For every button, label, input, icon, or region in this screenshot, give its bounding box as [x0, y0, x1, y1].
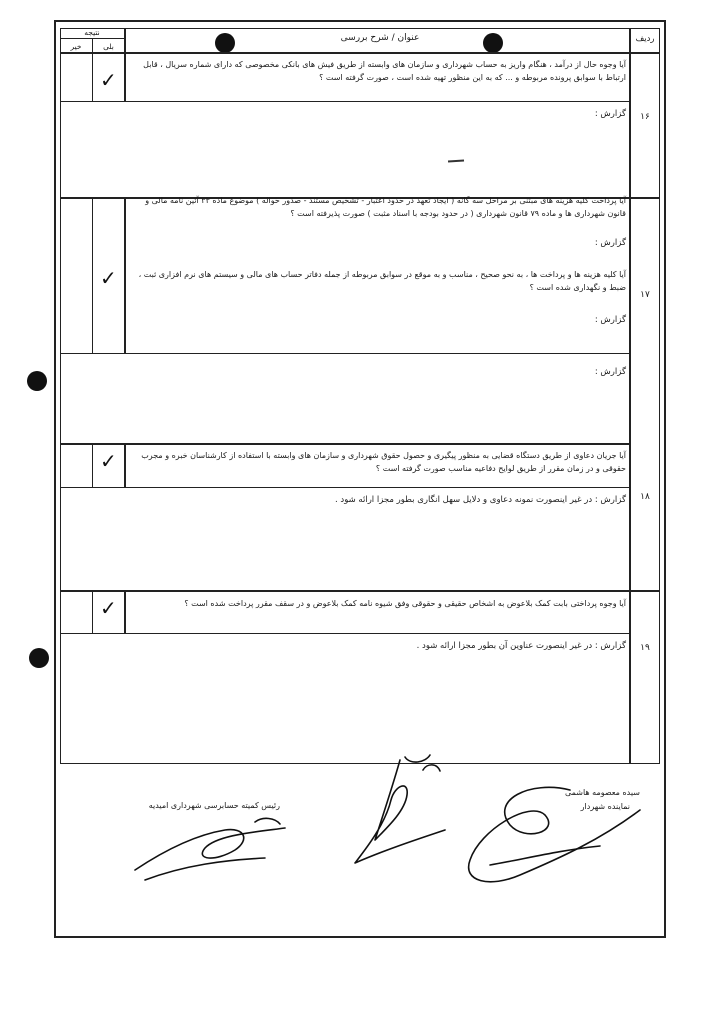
header-yes-label: بلی	[103, 42, 114, 51]
header-row-label: ردیف	[635, 34, 655, 44]
punch-hole	[27, 371, 47, 391]
question-text: آیا وجوه حال از درآمد ، هنگام واریز به حساب شهرداری و سازمان های وابسته از طریق فیش های بانکی مخصوصی که دارای شماره سریال ، قابل ارتباط با سوابق پرونده مربوطه و ... که به این منظور تهیه شده است ، صورت گرفته است ؟	[143, 60, 626, 82]
question-text: آیا پرداخت کلیه هزینه های مبتنی بر مراحل سه گانه ( ایجاد تعهد در حدود اعتبار - تشخیص مستند - صدور حواله ) موضوع ماده ۳۳ آئین نامه مالی و قانون شهرداری ها و ماده ۷۹ قانون شهرداری ( در حدود بودجه با اسناد مثبت ) صورت پذیرفته است ؟	[145, 196, 626, 218]
col-divider-result	[124, 590, 126, 633]
col-divider-yes-no	[92, 590, 93, 633]
signatory-title: نماینده شهردار	[580, 802, 630, 811]
header-result-label: نتیجه	[84, 28, 100, 37]
question-report-divider	[60, 487, 630, 488]
header-title: عنوان / شرح بررسی	[340, 33, 420, 43]
header-no-label: خیر	[70, 42, 82, 51]
row-number: ۱۸	[640, 492, 650, 502]
punch-hole	[29, 648, 49, 668]
question-text-2: آیا کلیه هزینه ها و پرداخت ها ، به نحو صحیح ، مناسب و به موقع در سوابق مربوطه از جمله دفاتر حساب های مالی و سیستم های نرم افزاری ثبت ، ضبط و نگهداری شده است ؟	[138, 270, 626, 292]
row-divider	[60, 590, 660, 592]
signatory-name: سیده معصومه هاشمی	[564, 788, 640, 797]
col-divider-result	[124, 443, 126, 487]
col-divider-yes-no	[92, 197, 93, 353]
report-label: گزارش : در غیر اینصورت عناوین آن بطور مجزا ارائه شود .	[416, 641, 626, 651]
report-label: گزارش : در غیر اینصورت نمونه دعاوی و دلایل سهل انگاری بطور مجزا ارائه شود .	[335, 495, 626, 505]
report-label: گزارش :	[594, 109, 626, 119]
check-mark-yes: ✓	[100, 266, 117, 290]
report-label: گزارش :	[594, 238, 626, 248]
signature-left	[125, 810, 295, 885]
header-divider	[60, 52, 660, 54]
col-divider-yes-no	[92, 443, 93, 487]
question-text: آیا جریان دعاوی از طریق دستگاه قضایی به منظور پیگیری و حصول حقوق شهرداری و سازمان های وابسته با استفاده از کارشناسان خبره و مجرب حقوقی و در زمان مقرر از طریق لوایح دفاعیه مناسب صورت گرفته است ؟	[141, 451, 626, 473]
question-text: آیا وجوه پرداختی بابت کمک بلاعوض به اشخاص حقیقی و حقوقی وفق شیوه نامه کمک بلاعوض و در سقف مقرر پرداخت شده است ؟	[184, 599, 626, 608]
col-divider-result	[124, 197, 126, 353]
report-label: گزارش :	[594, 315, 626, 325]
signature-center	[345, 745, 455, 870]
form-table	[60, 28, 660, 764]
committee-head-title: رئیس کمیته حسابرسی شهرداری امیدیه	[148, 801, 280, 810]
question-report-divider	[60, 353, 630, 354]
signature-right	[450, 770, 660, 900]
check-mark-yes: ✓	[100, 449, 117, 473]
check-mark-yes: ✓	[100, 68, 117, 92]
col-divider-row-number	[629, 28, 631, 764]
row-number: ۱۷	[640, 290, 650, 300]
question-report-divider	[60, 633, 630, 634]
row-number: ۱۹	[640, 643, 650, 653]
result-header-divider	[60, 38, 125, 39]
report-label: گزارش :	[594, 367, 626, 377]
question-report-divider	[60, 101, 630, 102]
row-divider	[60, 443, 630, 445]
row-number: ۱۶	[640, 112, 650, 122]
check-mark-yes: ✓	[100, 596, 117, 620]
